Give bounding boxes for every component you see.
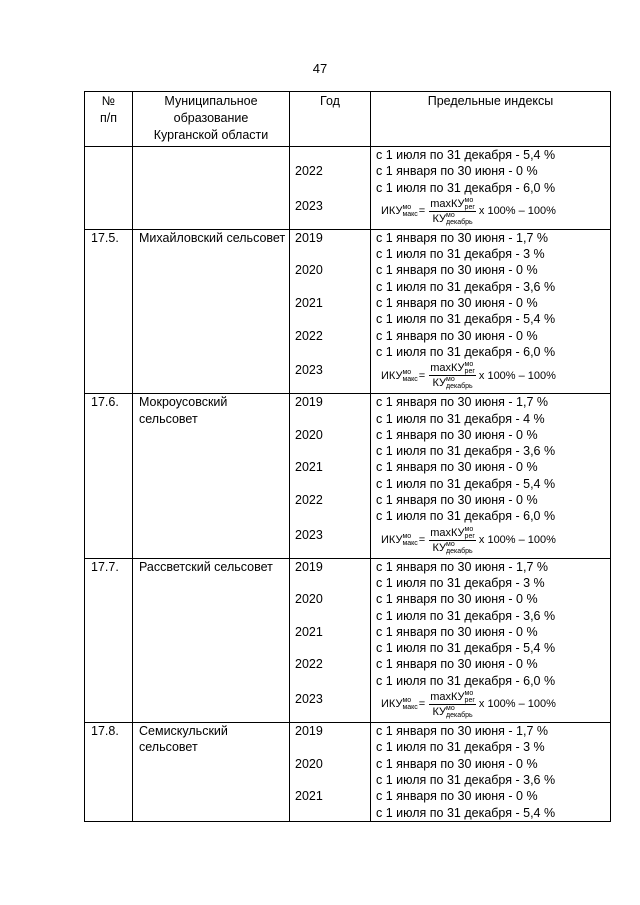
year-spacer bbox=[295, 311, 370, 327]
row-years bbox=[290, 723, 371, 822]
period-line: с 1 июля по 31 декабря - 6,0 % bbox=[376, 509, 556, 524]
row-years bbox=[290, 394, 371, 558]
formula-numerator-scripts bbox=[465, 361, 475, 375]
formula-lhs-symbol: ИКУ bbox=[381, 698, 403, 711]
year-spacer bbox=[295, 608, 370, 624]
year-label: 2019 bbox=[295, 724, 323, 739]
year-spacer bbox=[295, 147, 370, 163]
period-line: с 1 июля по 31 декабря - 6,0 % bbox=[376, 344, 556, 359]
period-line: с 1 января по 30 июня - 0 % bbox=[376, 657, 538, 672]
year-label: 2019 bbox=[295, 230, 323, 245]
formula-year: 2023 bbox=[295, 527, 323, 542]
year-spacer bbox=[295, 344, 370, 360]
formula-cell bbox=[376, 196, 610, 227]
year-spacer bbox=[295, 772, 370, 788]
page-number: 47 bbox=[312, 61, 328, 76]
row-indices bbox=[371, 147, 611, 230]
year-spacer bbox=[295, 246, 370, 262]
row-number: 17.5. bbox=[85, 229, 133, 393]
formula-denominator-sup: мо bbox=[446, 211, 455, 219]
formula-denominator-symbol: КУ bbox=[432, 212, 446, 225]
table-row bbox=[85, 394, 611, 558]
row-number: 17.7. bbox=[85, 558, 133, 722]
formula-lhs-sub: макс bbox=[402, 375, 418, 383]
formula-lhs bbox=[381, 696, 418, 712]
table-header-row bbox=[85, 92, 611, 147]
formula-lhs-sup: мо bbox=[402, 697, 412, 705]
formula-lhs-scripts bbox=[402, 204, 417, 218]
formula-lhs bbox=[381, 203, 418, 219]
formula-lhs-scripts bbox=[402, 369, 417, 383]
year-spacer bbox=[295, 739, 370, 755]
formula-denominator bbox=[431, 541, 473, 555]
formula-equals: = bbox=[418, 205, 426, 218]
formula-numerator-sub: рег bbox=[464, 532, 475, 540]
period-line: с 1 января по 30 июня - 1,7 % bbox=[376, 230, 548, 245]
period-line: с 1 января по 30 июня - 1,7 % bbox=[376, 395, 548, 410]
period-line: с 1 июля по 31 декабря - 3,6 % bbox=[376, 444, 556, 459]
formula-lhs-sup: мо bbox=[402, 204, 412, 212]
period-line: с 1 января по 30 июня - 1,7 % bbox=[376, 559, 548, 574]
index-formula bbox=[381, 196, 556, 227]
row-municipality: Михайловский сельсовет bbox=[133, 229, 290, 393]
period-line: с 1 июля по 31 декабря - 3 % bbox=[376, 247, 545, 262]
year-label: 2019 bbox=[295, 395, 323, 410]
period-line: с 1 января по 30 июня - 0 % bbox=[376, 427, 538, 442]
table-body bbox=[85, 147, 611, 822]
period-line: с 1 июля по 31 декабря - 3,6 % bbox=[376, 772, 556, 787]
formula-lhs-sub: макс bbox=[402, 540, 418, 548]
period-line: с 1 июля по 31 декабря - 6,0 % bbox=[376, 180, 556, 195]
formula-denominator-sup: мо bbox=[446, 705, 455, 713]
formula-lhs-symbol: ИКУ bbox=[381, 369, 403, 382]
period-line: с 1 января по 30 июня - 0 % bbox=[376, 296, 538, 311]
period-line: с 1 января по 30 июня - 0 % bbox=[376, 460, 538, 475]
row-municipality: Мокроусовский сельсовет bbox=[133, 394, 290, 558]
row-number bbox=[85, 147, 133, 230]
row-indices bbox=[371, 394, 611, 558]
row-municipality bbox=[133, 147, 290, 230]
year-label: 2021 bbox=[295, 624, 323, 639]
formula-denominator-sup: мо bbox=[446, 376, 455, 384]
formula-lhs-sub: макс bbox=[402, 704, 418, 712]
formula-numerator-symbol: maxКУ bbox=[430, 362, 465, 375]
year-spacer bbox=[295, 508, 370, 524]
row-indices bbox=[371, 229, 611, 393]
formula-fraction bbox=[429, 197, 476, 226]
period-line: с 1 января по 30 июня - 0 % bbox=[376, 592, 538, 607]
period-line: с 1 июля по 31 декабря - 6,0 % bbox=[376, 673, 556, 688]
index-formula bbox=[381, 525, 556, 556]
formula-lhs bbox=[381, 368, 418, 384]
formula-denominator bbox=[431, 705, 473, 719]
period-line: с 1 января по 30 июня - 0 % bbox=[376, 789, 538, 804]
formula-denominator-sub: декабрь bbox=[446, 383, 473, 391]
formula-tail: х 100% – 100% bbox=[478, 533, 556, 546]
year-spacer bbox=[295, 180, 370, 196]
formula-fraction bbox=[429, 526, 476, 555]
formula-lhs-scripts bbox=[402, 697, 417, 711]
formula-numerator bbox=[429, 526, 476, 541]
row-years bbox=[290, 147, 371, 230]
formula-numerator-sub: рег bbox=[464, 697, 475, 705]
formula-numerator-symbol: maxКУ bbox=[430, 690, 465, 703]
formula-cell bbox=[376, 525, 610, 556]
year-spacer bbox=[295, 443, 370, 459]
year-label: 2022 bbox=[295, 657, 323, 672]
formula-lhs-sup: мо bbox=[402, 533, 412, 541]
year-label: 2020 bbox=[295, 263, 323, 278]
formula-denominator-scripts bbox=[446, 212, 473, 226]
formula-lhs-scripts bbox=[402, 533, 417, 547]
formula-tail: х 100% – 100% bbox=[478, 205, 556, 218]
year-spacer bbox=[295, 411, 370, 427]
formula-numerator-sub: рег bbox=[464, 368, 475, 376]
formula-lhs-sup: мо bbox=[402, 368, 412, 376]
header-municipality: Муниципальное образование Курганской области bbox=[133, 92, 290, 147]
period-line: с 1 января по 30 июня - 0 % bbox=[376, 624, 538, 639]
formula-denominator-symbol: КУ bbox=[432, 377, 446, 390]
formula-numerator-scripts bbox=[465, 690, 475, 704]
formula-numerator-sup: мо bbox=[464, 690, 474, 698]
formula-cell bbox=[376, 360, 610, 391]
formula-tail: х 100% – 100% bbox=[478, 369, 556, 382]
formula-fraction bbox=[429, 361, 476, 390]
year-spacer bbox=[295, 805, 370, 821]
formula-denominator-sub: декабрь bbox=[446, 218, 473, 226]
table-row bbox=[85, 147, 611, 230]
table-row bbox=[85, 723, 611, 822]
period-line: с 1 июля по 31 декабря - 3,6 % bbox=[376, 608, 556, 623]
year-label: 2020 bbox=[295, 756, 323, 771]
table-row bbox=[85, 229, 611, 393]
period-line: с 1 июля по 31 декабря - 5,4 % bbox=[376, 805, 556, 820]
formula-numerator-sup: мо bbox=[464, 525, 474, 533]
year-spacer bbox=[295, 673, 370, 689]
index-formula bbox=[381, 360, 556, 391]
formula-numerator-symbol: maxКУ bbox=[430, 526, 465, 539]
period-line: с 1 июля по 31 декабря - 3 % bbox=[376, 740, 545, 755]
index-table bbox=[84, 91, 611, 822]
year-label: 2022 bbox=[295, 493, 323, 508]
formula-denominator-sub: декабрь bbox=[446, 547, 473, 555]
year-label: 2020 bbox=[295, 592, 323, 607]
formula-lhs-symbol: ИКУ bbox=[381, 205, 403, 218]
formula-denominator-scripts bbox=[446, 376, 473, 390]
formula-cell bbox=[376, 689, 610, 720]
row-municipality: Рассветский сельсовет bbox=[133, 558, 290, 722]
formula-year: 2023 bbox=[295, 692, 323, 707]
period-line: с 1 июля по 31 декабря - 5,4 % bbox=[376, 476, 556, 491]
formula-numerator-sup: мо bbox=[464, 196, 474, 204]
period-line: с 1 июля по 31 декабря - 3,6 % bbox=[376, 279, 556, 294]
row-number: 17.6. bbox=[85, 394, 133, 558]
formula-numerator bbox=[429, 361, 476, 376]
year-label: 2022 bbox=[295, 328, 323, 343]
formula-numerator-scripts bbox=[465, 526, 475, 540]
header-year: Год bbox=[290, 92, 371, 147]
formula-numerator-sup: мо bbox=[464, 361, 474, 369]
formula-numerator bbox=[429, 690, 476, 705]
formula-denominator-scripts bbox=[446, 541, 473, 555]
year-label: 2021 bbox=[295, 460, 323, 475]
formula-numerator-symbol: maxКУ bbox=[430, 197, 465, 210]
period-line: с 1 января по 30 июня - 1,7 % bbox=[376, 724, 548, 739]
index-formula bbox=[381, 689, 556, 720]
period-line: с 1 января по 30 июня - 0 % bbox=[376, 263, 538, 278]
row-number: 17.8. bbox=[85, 723, 133, 822]
formula-denominator bbox=[431, 212, 473, 226]
table-row bbox=[85, 558, 611, 722]
formula-numerator-sub: рег bbox=[464, 203, 475, 211]
row-municipality: Семискульский сельсовет bbox=[133, 723, 290, 822]
period-line: с 1 января по 30 июня - 0 % bbox=[376, 493, 538, 508]
formula-tail: х 100% – 100% bbox=[478, 698, 556, 711]
period-line: с 1 июля по 31 декабря - 4 % bbox=[376, 411, 545, 426]
year-spacer bbox=[295, 640, 370, 656]
formula-numerator bbox=[429, 197, 476, 212]
row-years bbox=[290, 558, 371, 722]
period-line: с 1 июля по 31 декабря - 5,4 % bbox=[376, 148, 556, 162]
year-label: 2019 bbox=[295, 559, 323, 574]
formula-year: 2023 bbox=[295, 198, 323, 213]
formula-equals: = bbox=[418, 369, 426, 382]
formula-lhs-symbol: ИКУ bbox=[381, 533, 403, 546]
formula-denominator-symbol: КУ bbox=[432, 705, 446, 718]
formula-equals: = bbox=[418, 533, 426, 546]
year-label: 2022 bbox=[295, 164, 323, 179]
period-line: с 1 июля по 31 декабря - 5,4 % bbox=[376, 312, 556, 327]
formula-denominator-sub: декабрь bbox=[446, 712, 473, 720]
year-spacer bbox=[295, 476, 370, 492]
formula-denominator bbox=[431, 376, 473, 390]
header-num: № п/п bbox=[85, 92, 133, 147]
year-spacer bbox=[295, 279, 370, 295]
year-label: 2020 bbox=[295, 427, 323, 442]
row-years bbox=[290, 229, 371, 393]
formula-numerator-scripts bbox=[465, 197, 475, 211]
formula-equals: = bbox=[418, 698, 426, 711]
year-label: 2021 bbox=[295, 789, 323, 804]
period-line: с 1 июля по 31 декабря - 3 % bbox=[376, 575, 545, 590]
formula-lhs bbox=[381, 532, 418, 548]
formula-fraction bbox=[429, 690, 476, 719]
year-spacer bbox=[295, 575, 370, 591]
formula-year: 2023 bbox=[295, 363, 323, 378]
year-label: 2021 bbox=[295, 296, 323, 311]
row-indices bbox=[371, 558, 611, 722]
formula-denominator-symbol: КУ bbox=[432, 541, 446, 554]
header-indices: Предельные индексы bbox=[371, 92, 611, 147]
row-indices bbox=[371, 723, 611, 822]
period-line: с 1 января по 30 июня - 0 % bbox=[376, 756, 538, 771]
formula-denominator-scripts bbox=[446, 705, 473, 719]
formula-lhs-sub: макс bbox=[402, 211, 418, 219]
formula-denominator-sup: мо bbox=[446, 540, 455, 548]
period-line: с 1 января по 30 июня - 0 % bbox=[376, 328, 538, 343]
period-line: с 1 января по 30 июня - 0 % bbox=[376, 164, 538, 179]
period-line: с 1 июля по 31 декабря - 5,4 % bbox=[376, 641, 556, 656]
